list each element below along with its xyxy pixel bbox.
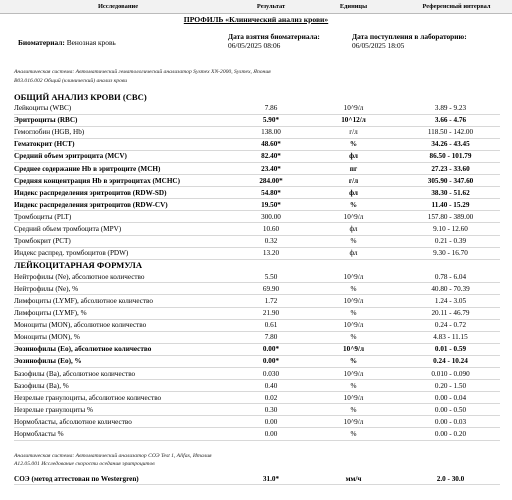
test-unit: % [349, 357, 358, 366]
esr-analyzer-line: Аналитическая система: Автоматический анализатор СОЭ Test 1, Alifax, Италия [14, 453, 212, 459]
table-row [14, 187, 500, 199]
test-unit: фл [349, 249, 358, 258]
test-result: 0.30 [264, 405, 278, 414]
test-reference: 157.80 - 389.00 [427, 212, 474, 221]
table-row [14, 271, 500, 283]
table-row [14, 103, 500, 115]
test-result: 54.80* [261, 188, 281, 197]
table-row [14, 175, 500, 187]
test-unit: 10^9/л [343, 417, 364, 426]
test-name: Лимфоциты (LYMF), % [14, 309, 87, 318]
test-name: Гематокрит (HCT) [14, 140, 75, 149]
test-reference: 305.90 - 347.60 [427, 176, 474, 185]
test-name: Моноциты (MON), % [14, 333, 80, 342]
test-reference: 38.30 - 51.62 [431, 188, 470, 197]
test-name: Нормобласты % [14, 429, 64, 438]
test-result: 0.40 [264, 381, 278, 390]
table-row [14, 404, 500, 416]
test-unit: г/л [348, 176, 359, 185]
esr-table [14, 473, 500, 485]
analyzer-code: B03.016.002 Общий (клинический) анализ крови [14, 78, 128, 84]
test-reference: 34.26 - 43.45 [431, 140, 470, 149]
test-name: Лейкоциты (WBC) [14, 104, 72, 113]
test-name: Незрелые гранулоциты, абсолютное количество [14, 393, 162, 402]
table-row [14, 308, 500, 320]
table-row [14, 416, 500, 428]
test-unit: 10^9/л [343, 345, 364, 354]
test-result: 0.00* [262, 357, 280, 366]
received-date-value: 06/05/2025 18:05 [352, 41, 405, 50]
test-unit: % [350, 405, 357, 414]
test-result: 13.20 [262, 249, 280, 258]
analyzer-note [14, 68, 271, 86]
test-name: Базофилы (Ba), абсолютное количество [14, 369, 136, 378]
table-row [14, 380, 500, 392]
table-row [14, 473, 500, 485]
results-table [14, 91, 500, 441]
analyzer-line: Аналитическая система: Автоматический гематологический анализатор Sysmex XN-2000, Sysmex, Япония [14, 69, 271, 75]
test-reference: 118.50 - 142.00 [427, 128, 474, 137]
test-unit: 10^9/л [343, 393, 364, 402]
test-unit: % [350, 309, 357, 318]
test-reference: 86.50 - 101.79 [429, 152, 472, 161]
test-unit: 10^12/л [341, 116, 366, 125]
test-unit: фл [349, 188, 358, 197]
test-reference: 0.20 - 1.50 [434, 381, 467, 390]
test-name: Индекс распределения эритроцитов (RDW-CV) [14, 200, 168, 209]
test-result: 0.00 [264, 429, 278, 438]
test-name: Эозинофилы (Eo), % [14, 357, 82, 366]
biomaterial-label: Биоматериал: [18, 38, 65, 47]
table-row [14, 199, 500, 211]
test-result: 300.00 [261, 212, 281, 221]
test-reference: 40.80 - 70.39 [431, 284, 470, 293]
table-row [14, 127, 500, 139]
collection-date-value: 06/05/2025 08:06 [228, 41, 281, 50]
test-reference: 9.30 - 16.70 [433, 249, 468, 258]
test-unit: г/л [349, 128, 358, 137]
test-unit: 10^9/л [343, 212, 364, 221]
test-unit: мм/ч [345, 474, 362, 483]
table-row [14, 368, 500, 380]
test-result: 10.60 [262, 224, 280, 233]
table-row [14, 392, 500, 404]
test-unit: % [350, 333, 357, 342]
test-name: Средний объем эритроцита (MCV) [14, 152, 127, 161]
test-reference: 0.24 - 0.72 [434, 321, 467, 330]
test-reference: 27.23 - 33.60 [431, 164, 470, 173]
test-unit: 10^9/л [343, 296, 364, 305]
test-reference: 0.78 - 6.04 [434, 272, 467, 281]
header-units: Единицы [339, 3, 368, 10]
table-row [14, 332, 500, 344]
test-unit: % [350, 284, 357, 293]
test-reference: 0.00 - 0.50 [434, 405, 467, 414]
test-unit: 10^9/л [343, 104, 364, 113]
section-heading [14, 260, 500, 272]
test-name: Индекс распределения эритроцитов (RDW-SD) [14, 188, 167, 197]
test-reference: 3.89 - 9.23 [434, 104, 467, 113]
test-reference: 0.00 - 0.03 [434, 417, 467, 426]
profile-title: ПРОФИЛЬ «Клинический анализ крови» [183, 15, 329, 24]
test-unit: фл [349, 152, 358, 161]
test-unit: фл [349, 224, 358, 233]
test-result: 82.40* [261, 152, 281, 161]
esr-analyzer-note [14, 452, 212, 468]
table-row [14, 344, 500, 356]
test-name: Незрелые гранулоциты % [14, 405, 93, 414]
biomaterial-value: Венозная кровь [66, 38, 116, 47]
test-result: 0.32 [264, 237, 278, 246]
table-row [14, 151, 500, 163]
test-name: Нейтрофилы (Ne), % [14, 284, 79, 293]
test-result: 5.50 [264, 272, 278, 281]
test-result: 0.00 [264, 417, 278, 426]
test-unit: % [349, 140, 358, 149]
test-reference: 4.83 - 11.15 [433, 333, 468, 342]
test-result: 19.50* [261, 200, 281, 209]
test-name: Моноциты (MON), абсолютное количество [14, 321, 147, 330]
table-row [14, 211, 500, 223]
table-row [14, 223, 500, 235]
section-heading [14, 91, 500, 103]
test-result: 69.90 [262, 284, 280, 293]
test-reference: 0.00 - 0.20 [434, 429, 467, 438]
section-title: ЛЕЙКОЦИТАРНАЯ ФОРМУЛА [14, 260, 143, 271]
test-result: 1.72 [264, 296, 278, 305]
header-test: Исследование [97, 3, 139, 10]
test-unit: % [350, 429, 357, 438]
test-result: 48.60* [261, 140, 281, 149]
header-reference: Референсный интервал [422, 3, 491, 10]
test-result: 5.90* [262, 116, 280, 125]
table-row [14, 283, 500, 295]
test-name: Лимфоциты (LYMF), абсолютное количество [14, 296, 153, 305]
test-name: СОЭ (метод аттестован по Westergren) [14, 474, 139, 483]
test-reference: 0.01 - 0.59 [434, 345, 467, 354]
test-result: 23.40* [261, 164, 281, 173]
section-title: ОБЩИЙ АНАЛИЗ КРОВИ (CBC) [14, 91, 147, 102]
test-name: Тромбокрит (PCT) [14, 237, 71, 246]
test-result: 138.00 [261, 128, 281, 137]
esr-analyzer-code: A12.05.001 Исследование скорости оседания эритроцитов [14, 461, 155, 467]
test-reference: 0.21 - 0.39 [434, 237, 467, 246]
test-reference: 11.40 - 15.29 [431, 200, 470, 209]
test-result: 31.0* [262, 474, 280, 483]
test-reference: 2.0 - 30.0 [436, 474, 465, 483]
test-result: 7.86 [264, 104, 278, 113]
test-result: 0.00* [262, 345, 280, 354]
test-unit: 10^9/л [343, 321, 364, 330]
table-row [14, 320, 500, 332]
test-result: 0.030 [262, 369, 280, 378]
table-row [14, 115, 500, 127]
collection-date-label: Дата взятия биоматериала: [228, 32, 320, 41]
test-name: Нейтрофилы (Ne), абсолютное количество [14, 272, 145, 281]
test-name: Базофилы (Ba), % [14, 381, 69, 390]
table-row [14, 356, 500, 368]
test-result: 0.02 [264, 393, 278, 402]
test-name: Средняя концентрация Hb в эритроцитах (MCHC) [14, 176, 181, 185]
test-reference: 20.11 - 46.79 [431, 309, 470, 318]
test-reference: 0.00 - 0.04 [434, 393, 467, 402]
test-name: Нормобласты, абсолютное количество [14, 417, 132, 426]
test-result: 284.00* [259, 176, 283, 185]
test-name: Гемоглобин (HGB, Hb) [14, 128, 85, 137]
test-unit: 10^9/л [343, 272, 364, 281]
test-name: Эозинофилы (Eo), абсолютное количество [14, 345, 152, 354]
table-row [14, 428, 500, 440]
test-name: Индекс распред. тромбоцитов (PDW) [14, 249, 129, 258]
test-name: Среднее содержание Hb в эритроците (MCH) [14, 164, 161, 173]
table-row [14, 139, 500, 151]
test-reference: 1.24 - 3.05 [434, 296, 467, 305]
test-name: Средний объем тромбоцита (MPV) [14, 224, 122, 233]
table-row [14, 295, 500, 307]
test-result: 0.61 [264, 321, 278, 330]
test-reference: 0.010 - 0.090 [431, 369, 470, 378]
test-reference: 0.24 - 10.24 [433, 357, 468, 366]
test-result: 7.80 [264, 333, 278, 342]
table-row [14, 248, 500, 260]
test-unit: % [350, 237, 357, 246]
test-unit: 10^9/л [343, 369, 364, 378]
table-header [0, 0, 512, 14]
test-reference: 3.66 - 4.76 [434, 116, 467, 125]
test-reference: 9.10 - 12.60 [433, 224, 468, 233]
test-unit: пг [349, 164, 358, 173]
test-name: Эритроциты (RBC) [14, 116, 78, 125]
header-result: Результат [256, 3, 286, 10]
table-row [14, 236, 500, 248]
test-unit: % [350, 381, 357, 390]
test-result: 21.90 [262, 309, 280, 318]
test-unit: % [349, 200, 358, 209]
test-name: Тромбоциты (PLT) [14, 212, 72, 221]
table-row [14, 163, 500, 175]
received-date-label: Дата поступления в лабораторию: [352, 32, 467, 41]
